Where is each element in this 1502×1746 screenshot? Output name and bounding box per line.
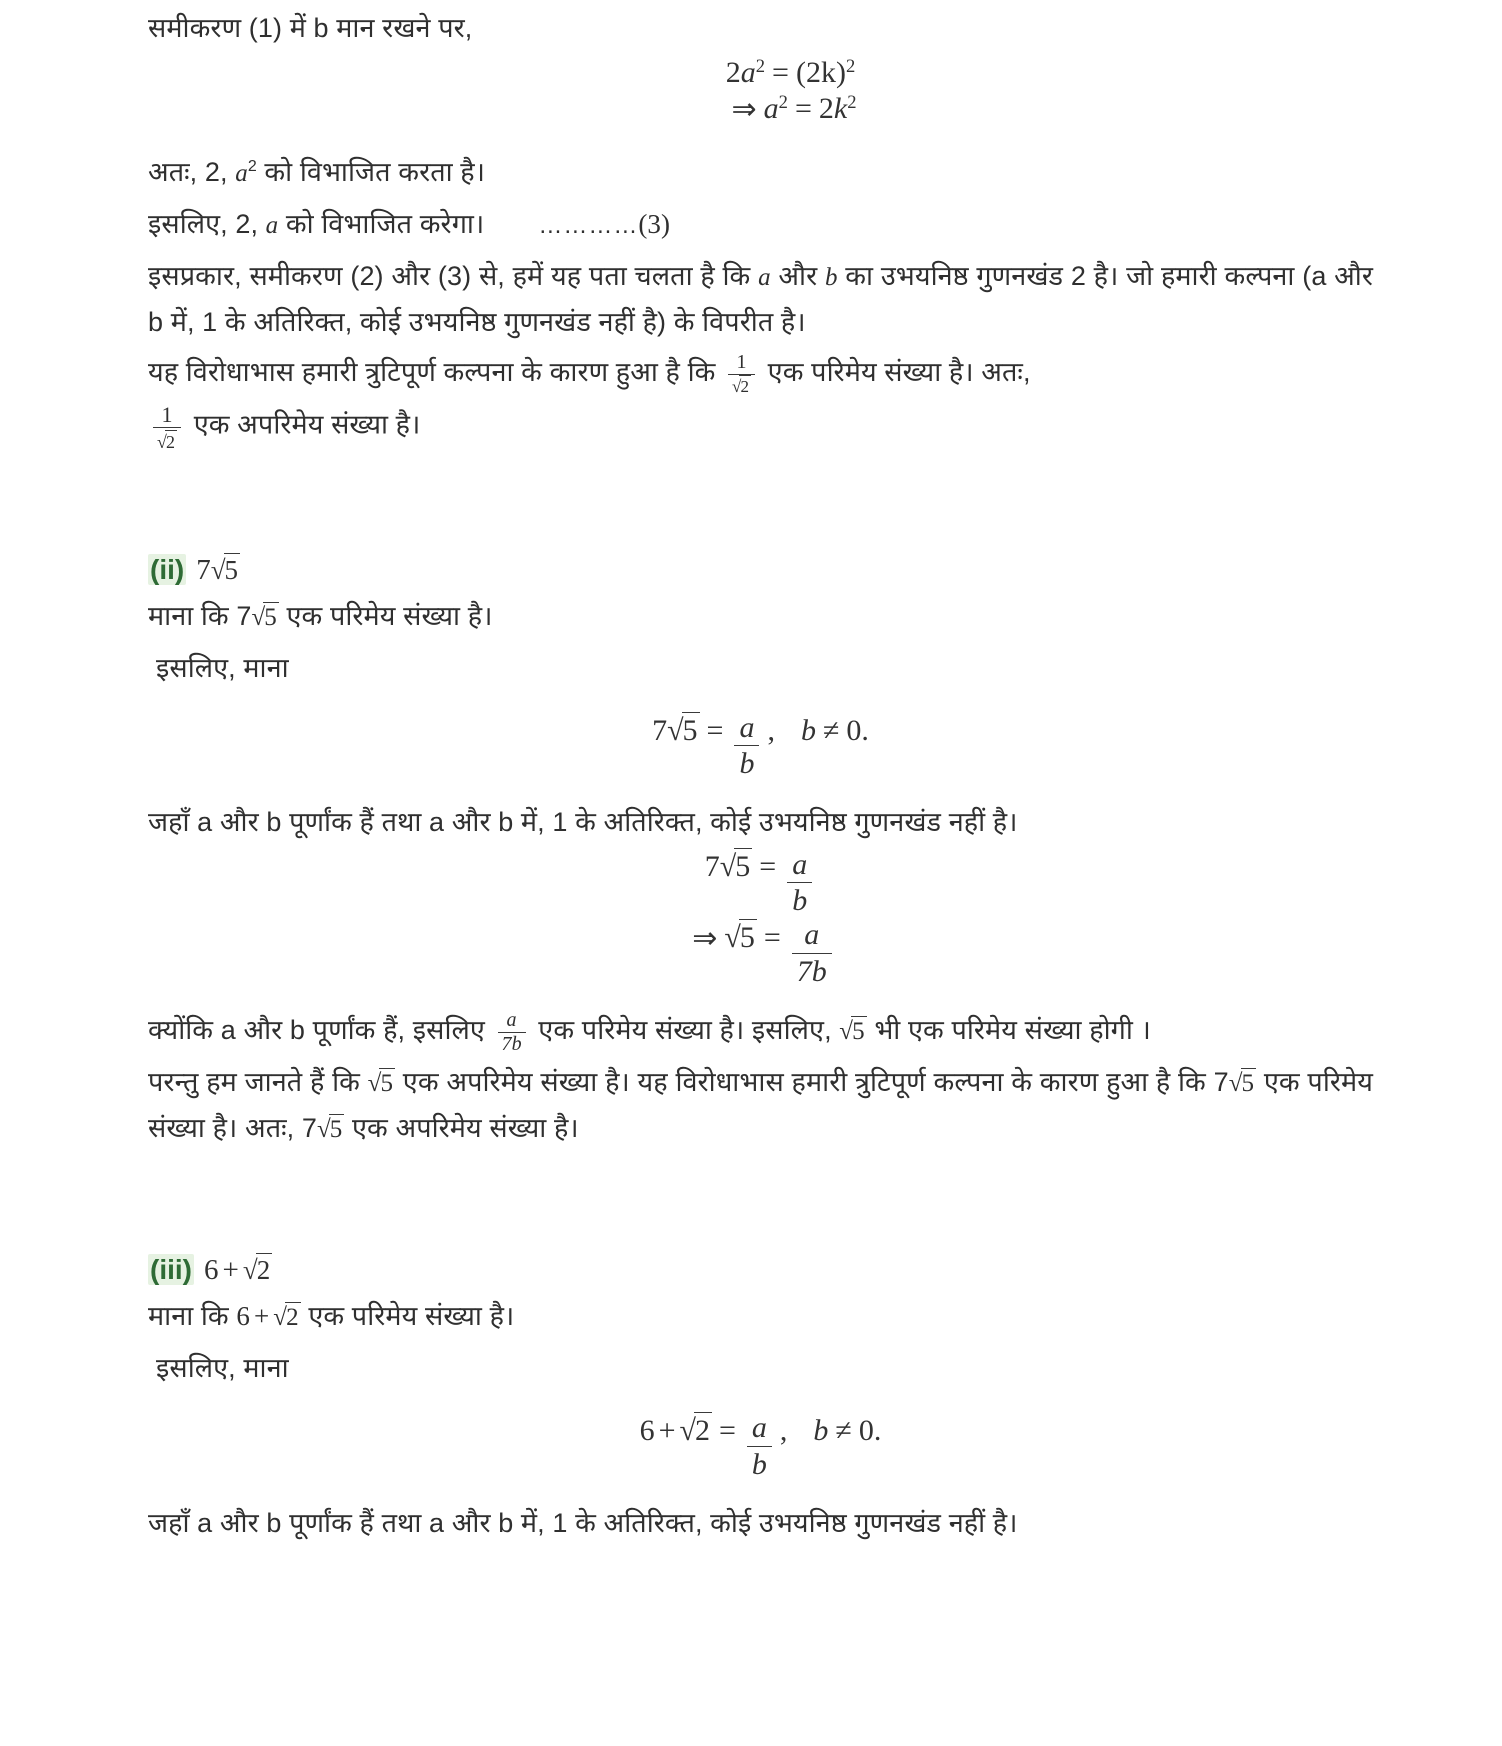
inline-fraction-a-over-7b (498, 1010, 526, 1055)
rational-ii-mid: एक परिमेय संख्या है। इसलिए, (530, 1014, 840, 1045)
equation-tag-3: (3) (638, 209, 671, 239)
contradiction-mid: एक परिमेय संख्या है। अतः, (760, 357, 1031, 387)
equation-7root5-eq-a-over-b-cond (148, 710, 1373, 783)
frac-denominator: b (747, 1446, 772, 1481)
frac-denominator: b (734, 745, 759, 780)
contradiction-pre: यह विरोधाभास हमारी त्रुटिपूर्ण कल्पना के कारण हुआ है कि (148, 357, 724, 387)
item-expression-iii (194, 1254, 272, 1286)
eq1-lhs-power: 2 (755, 56, 766, 77)
radical-symbol: √ (1228, 1070, 1243, 1098)
eqder-ii-arrow: ⇒ (692, 922, 718, 956)
inline-fraction-one-over-root-two (728, 352, 755, 397)
rational-ii-post: भी एक परिमेय संख्या होगी । (866, 1014, 1151, 1045)
line-2-divides-a-squared (148, 145, 1373, 196)
ifrac2-denominator (153, 427, 181, 452)
cond-iii-val: 0. (858, 1414, 882, 1448)
frac-denominator: b (787, 882, 812, 917)
final-ii-post: एक अपरिमेय संख्या है। (344, 1113, 579, 1144)
divides-a-post: को विभाजित करेगा। (278, 209, 485, 239)
frac-numerator: a (804, 918, 820, 952)
conclusion-mid2: का उभयनिष्ठ गुणनखंड 2 है। जो हमारी कल्पना (a और b में, 1 के अतिरिक्त, कोई उभयनिष्ठ गुणनखंड नहीं है) के विपरीत है। (148, 261, 1374, 337)
equation-a2-eq-2k2 (148, 92, 1373, 127)
contradiction-paragraph (148, 350, 1373, 396)
radical-two-2 (157, 433, 177, 452)
line-2-divides-a (148, 202, 1373, 248)
spacer (148, 992, 1373, 1008)
radicand: 2 (695, 1414, 710, 1448)
eq1-rhs-power: 2 (845, 56, 856, 77)
radical-symbol: √ (210, 554, 226, 585)
section-spacer (148, 458, 1373, 514)
conclusion-var-b: b (824, 264, 838, 291)
radical-symbol: √ (273, 1304, 288, 1332)
radical-symbol: √ (719, 850, 737, 884)
radical-symbol: √ (316, 1116, 331, 1144)
radical-five-rational (839, 1010, 866, 1054)
assume-ii-pre: माना कि 7 (148, 600, 252, 631)
expr-ii-coeff: 7 (196, 553, 211, 586)
radicand: 2 (740, 377, 750, 397)
expr-iii-int: 6 (204, 1254, 219, 1287)
equation-root5-eq-a-over-7b (148, 918, 1373, 990)
frac-denominator: 7b (792, 953, 832, 988)
final-ii-pre: परन्तु हम जानते हैं कि (148, 1067, 368, 1098)
final-paragraph-ii (148, 1060, 1373, 1152)
spacer (148, 129, 1373, 145)
radicand: 5 (1241, 1070, 1255, 1098)
ifrac-denominator: 7b (498, 1032, 526, 1055)
radical-symbol: √ (667, 713, 684, 747)
radical-symbol: √ (732, 377, 742, 397)
eq-ii-coeff: 7 (652, 713, 668, 747)
item-marker-iii: (iii) (150, 1254, 192, 1286)
eq2-arrow: ⇒ (731, 93, 757, 126)
equation-7root5-eq-a-over-b (148, 847, 1373, 919)
ifrac-numerator: 1 (736, 351, 747, 374)
radicand: 5 (380, 1070, 394, 1098)
assume-iii-int: 6 (236, 1301, 250, 1332)
rational-paragraph-ii (148, 1008, 1373, 1054)
spacer (148, 1396, 1373, 1412)
item-heading-iii (148, 1248, 1373, 1292)
final-ii-mid1: एक अपरिमेय संख्या है। यह विरोधाभास हमारी त्रुटिपूर्ण कल्पना के कारण हुआ है कि 7 (395, 1067, 1229, 1098)
item-expression-ii (186, 554, 240, 586)
radical-symbol: √ (679, 1414, 696, 1448)
eq1-equals: = (772, 56, 789, 89)
divides-a-pre: इसलिए, 2, (148, 209, 266, 239)
conclusion-paragraph (148, 254, 1373, 344)
radical-five-f3 (317, 1108, 344, 1152)
eq-ii-comma: , (767, 713, 775, 747)
cond-ii-var: b (800, 713, 816, 747)
therefore-let-iii: इसलिए, माना (156, 1353, 289, 1384)
radicand: 5 (739, 921, 755, 955)
page-content (148, 6, 1373, 1551)
eqder-ii-equals: = (763, 921, 781, 955)
eq2-lhs-var: a (763, 92, 779, 125)
eq-iii-int: 6 (639, 1414, 655, 1448)
assume-iii-pre: माना कि (148, 1301, 237, 1332)
radical-five (211, 548, 240, 592)
radical-symbol: √ (839, 1017, 854, 1045)
equation-dots: ………… (538, 212, 639, 239)
eq1-rhs: (2k) (795, 56, 846, 89)
fraction-a-over-b-2 (787, 849, 812, 918)
cond-iii-var: b (813, 1414, 829, 1448)
eq2-lhs-power: 2 (778, 92, 788, 113)
section-spacer-3 (148, 1158, 1373, 1214)
radical-symbol: √ (157, 432, 167, 453)
divides-asq-post: को विभाजित करता है। (256, 157, 486, 187)
radicand: 2 (165, 432, 176, 453)
assume-line-ii (148, 594, 1373, 640)
radical-symbol: √ (242, 1255, 258, 1286)
eqrep-ii-equals: = (759, 850, 777, 884)
item-marker-ii: (ii) (150, 553, 185, 585)
assume-ii-post: एक परिमेय संख्या है। (278, 600, 493, 631)
eq-ii-equals: = (706, 713, 724, 747)
radical-two (732, 378, 751, 396)
spacer (148, 784, 1373, 800)
eq-iii-comma: , (779, 1414, 788, 1448)
radicand: 5 (852, 1017, 865, 1045)
frac-numerator: a (751, 1411, 767, 1445)
radical-symbol: √ (251, 603, 266, 631)
radicand: 2 (256, 1255, 271, 1286)
eq2-rhs-power: 2 (847, 92, 857, 113)
spacer (148, 696, 1373, 712)
where-line-iii: जहाँ a और b पूर्णांक हैं तथा a और b में, 1 के अतिरिक्त, कोई उभयनिष्ठ गुणनखंड नहीं है। (148, 1508, 1018, 1539)
conclusion-var-a: a (758, 264, 771, 291)
section-spacer-4 (148, 1214, 1373, 1248)
radical-two-assume (273, 1296, 300, 1340)
radical-symbol: √ (724, 921, 741, 955)
eqrep-ii-coeff: 7 (704, 850, 720, 884)
radical-five-f2 (1229, 1062, 1256, 1106)
fraction-a-over-7b (792, 919, 832, 988)
divides-asq-pre: अतः, 2, (148, 157, 236, 187)
eq2-rhs-var: k (833, 92, 848, 125)
therefore-let-ii: इसलिए, माना (156, 652, 289, 683)
radicand: 5 (329, 1116, 343, 1144)
radical-five-f1 (368, 1062, 395, 1106)
cond-iii-op: ≠ (835, 1414, 852, 1448)
where-line-ii: जहाँ a और b पूर्णांक हैं तथा a और b में, 1 के अतिरिक्त, कोई उभयनिष्ठ गुणनखंड नहीं है। (148, 807, 1018, 838)
conclusion-mid1: और (770, 261, 825, 291)
intro-line: समीकरण (1) में b मान रखने पर, (148, 13, 473, 43)
rational-ii-pre: क्योंकि a और b पूर्णांक हैं, इसलिए (148, 1014, 493, 1045)
spacer (148, 1485, 1373, 1501)
cond-ii-op: ≠ (822, 713, 840, 747)
section-spacer-2 (148, 514, 1373, 548)
contradiction-closing-line (148, 402, 1373, 451)
eq-iii-op: + (658, 1414, 676, 1448)
eq1-lhs-coeff: 2 (725, 56, 741, 89)
radical-five-eqrep (720, 850, 752, 884)
ifrac2-numerator: 1 (161, 402, 173, 428)
fraction-a-over-b-3 (747, 1412, 772, 1481)
radical-five-der (724, 921, 756, 955)
assume-line-iii (148, 1294, 1373, 1340)
radicand: 5 (682, 713, 698, 747)
radical-two-iii (243, 1248, 272, 1292)
item-heading-ii (148, 548, 1373, 592)
contradiction-end-post: एक अपरिमेय संख्या है। (186, 410, 421, 441)
assume-iii-op: + (253, 1301, 270, 1332)
frac-numerator: a (739, 710, 755, 744)
equation-6-plus-root2-eq-a-over-b (148, 1411, 1373, 1483)
divides-asq-power: 2 (247, 158, 257, 175)
conclusion-part1: इसप्रकार, समीकरण (2) और (3) से, हमें यह पता चलता है कि (148, 261, 759, 291)
divides-a-var: a (265, 212, 279, 239)
expr-iii-op: + (222, 1254, 239, 1287)
divides-asq-var: a (235, 160, 248, 187)
ifrac-denominator (728, 374, 755, 397)
radical-five-assume (251, 596, 278, 640)
radicand: 5 (264, 603, 277, 631)
ifrac-numerator: a (506, 1009, 517, 1032)
radicand: 5 (224, 554, 239, 585)
eq2-rhs-coeff: 2 (818, 92, 834, 125)
frac-numerator: a (792, 847, 808, 881)
radicand: 5 (735, 850, 751, 884)
fraction-a-over-b (734, 712, 759, 781)
final-ii-mid2: एक परिमेय संख्या है। अतः, 7 (148, 1067, 1373, 1144)
inline-fraction-one-over-root-two-2 (153, 403, 181, 452)
eq2-equals: = (794, 92, 812, 125)
eq-iii-equals: = (719, 1414, 736, 1448)
assume-iii-post: एक परिमेय संख्या है। (300, 1301, 515, 1332)
radical-two-eq (680, 1414, 712, 1448)
cond-ii-val: 0. (846, 713, 869, 747)
radical-five-eq (667, 714, 699, 748)
eq1-lhs-var: a (740, 56, 756, 89)
radicand: 2 (286, 1304, 299, 1332)
radical-symbol: √ (367, 1070, 382, 1098)
equation-2a2-eq-2k2 (148, 56, 1373, 90)
